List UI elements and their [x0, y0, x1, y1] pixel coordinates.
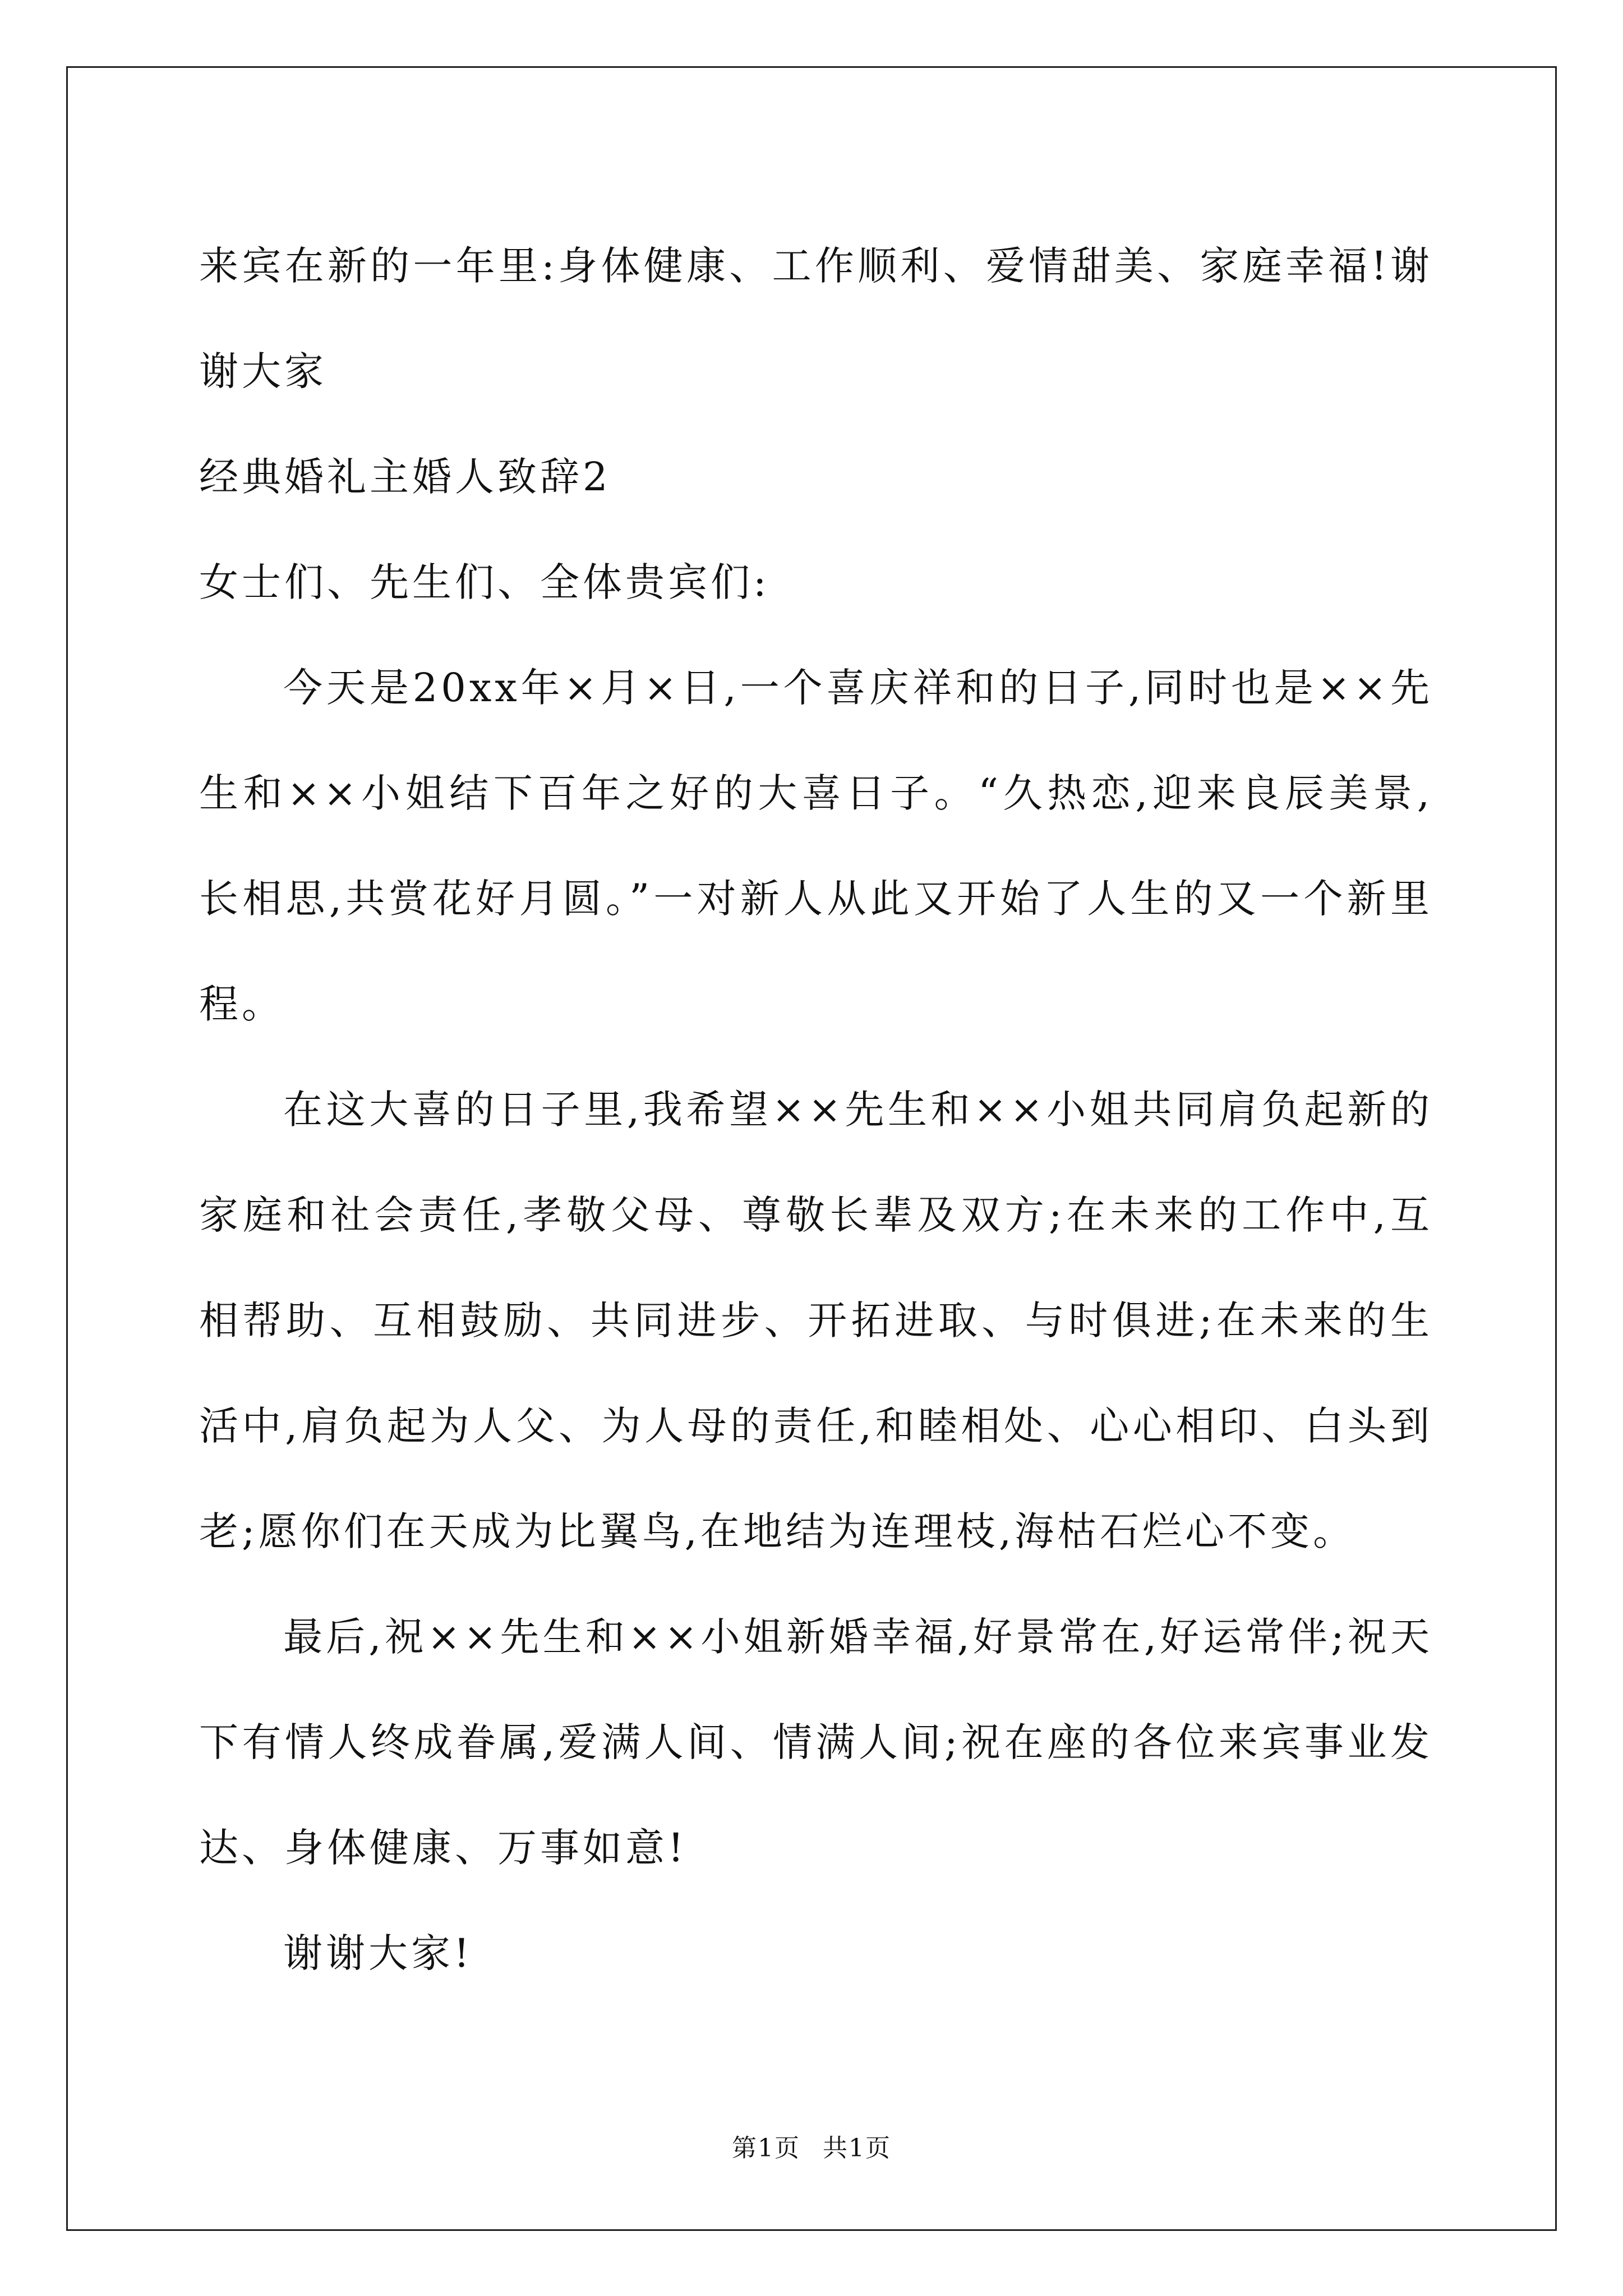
paragraph-thanks: 谢谢大家! — [283, 1930, 473, 1976]
page-number-current: 第1页 — [732, 2134, 800, 2162]
paragraph-wishes: 在这大喜的日子里,我希望××先生和××小姐共同肩负起新的家庭和社会责任,孝敬父母、尊敬长辈及双方;在未来的工作中,互相帮助、互相鼓励、共同进步、开拓进取、与时俱进;在未来的生活中,肩负起为人父、为人母的责任,和睦相处、心心相印、白头到老;愿你们在天成为比翼鸟,在地结为连理枝,海枯石烂心不变。 — [199, 1087, 1433, 1554]
paragraph-salutation: 女士们、先生们、全体贵宾们: — [199, 559, 770, 605]
section-title: 经典婚礼主婚人致辞2 — [199, 454, 611, 500]
paragraph-closing-fragment: 来宾在新的一年里:身体健康、工作顺利、爱情甜美、家庭幸福!谢谢大家 — [199, 243, 1433, 394]
page-footer — [0, 2132, 1623, 2165]
document-body — [199, 213, 1433, 2006]
paragraph-opening: 今天是20xx年×月×日,一个喜庆祥和的日子,同时也是××先生和××小姐结下百年之好的大喜日子。“久热恋,迎来良辰美景,长相思,共赏花好月圆。”一对新人从此又开始了人生的又一个新里程。 — [199, 665, 1433, 1027]
paragraph-blessing: 最后,祝××先生和××小姐新婚幸福,好景常在,好运常伴;祝天下有情人终成眷属,爱满人间、情满人间;祝在座的各位来宾事业发达、身体健康、万事如意! — [199, 1614, 1433, 1871]
page-number-total: 共1页 — [823, 2134, 891, 2162]
